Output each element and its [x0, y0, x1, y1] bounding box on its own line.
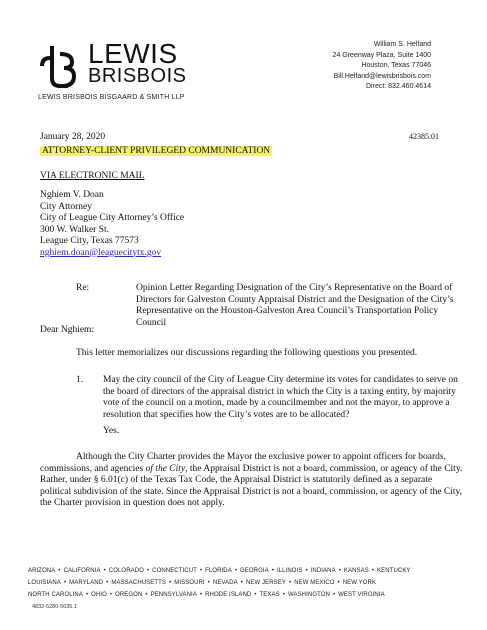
footer-location: MASSACHUSETTS	[111, 580, 167, 586]
firm-full-name: LEWIS BRISBOIS BISGAARD & SMITH LLP	[38, 94, 185, 101]
document-code: 4832-5280-5035.1	[32, 604, 77, 610]
footer-location: MARYLAND	[69, 580, 104, 586]
letter-date: January 28, 2020	[40, 132, 106, 142]
firm-logo-icon	[38, 44, 78, 88]
footer-location: TEXAS	[259, 592, 280, 598]
footer-separator: •	[199, 592, 203, 598]
salutation: Dear Nghiem:	[40, 325, 95, 335]
footer-separator: •	[109, 592, 113, 598]
subject-text: Opinion Letter Regarding Designation of the City’s Representative on the Board of Directors for Galveston County Appraisal District and the Designation of the City’s Representative on the Houston-Galveston Area Council’s Transportation Policy Council	[136, 283, 454, 328]
recipient-office: City of League City Attorney’s Office	[40, 213, 185, 223]
footer-location: NEVADA	[212, 580, 238, 586]
footer-separator: •	[106, 580, 109, 586]
recipient-street: 300 W. Walker St.	[40, 224, 109, 235]
footer-separator: •	[337, 580, 340, 586]
footer-location: LOUISIANA	[28, 580, 61, 586]
footer-location: FLORIDA	[205, 568, 232, 574]
subject-label: Re:	[76, 283, 90, 293]
recipient-name: Nghiem V. Doan	[40, 190, 104, 200]
footer-location: KENTUCKY	[377, 568, 411, 574]
sender-name: William S. Helfand	[373, 41, 431, 48]
footer-location: ILLINOIS	[276, 568, 303, 574]
footer-separator: •	[145, 592, 148, 598]
sender-email[interactable]: Bill.Helfand@lewisbrisbois.com	[333, 72, 431, 80]
sender-city: Houston, Texas 77046	[361, 62, 431, 69]
footer-location: ARIZONA	[28, 568, 56, 574]
footer-location: NORTH CAROLINA	[28, 592, 83, 598]
footer-location: NEW MEXICO	[294, 580, 335, 586]
footer-separator: •	[332, 592, 336, 598]
footer-location: INDIANA	[310, 568, 336, 574]
recipient-city: League City, Texas 77573	[40, 236, 139, 246]
logo-wordmark-lewis: LEWIS	[88, 38, 178, 69]
reference-number: 42385.01	[409, 132, 439, 141]
footer-separator: •	[58, 568, 61, 574]
answer-text: Yes.	[103, 426, 120, 436]
intro-paragraph: This letter memorializes our discussions regarding the following questions you presented.	[76, 348, 418, 358]
footer-separator: •	[371, 568, 375, 574]
footer-location: COLORADO	[108, 568, 144, 574]
footer-separator: •	[271, 568, 274, 574]
question-number: 1.	[76, 375, 84, 385]
analysis-text-2: , the Appraisal District is not a board, commission, or agency of the City. Rather, under § 6.01(c) of the Texas Tax Code, the Appraisal District is statutorily defined as a separate political subdivision of the state. Since the Appraisal District is not a board, commission, or agency of the City, the Charter provision in question does not apply.	[40, 463, 463, 508]
logo-wordmark-brisbois: BRISBOIS	[88, 65, 187, 87]
recipient-title: City Attorney	[40, 201, 92, 212]
analysis-paragraph	[40, 452, 463, 510]
footer-location: NEW YORK	[342, 580, 377, 586]
footer-separator: •	[207, 580, 210, 586]
footer-separator: •	[103, 568, 106, 574]
sender-block	[333, 40, 431, 93]
delivery-method: VIA ELECTRONIC MAIL	[40, 171, 145, 181]
footer-location: PENNSYLVANIA	[150, 592, 197, 598]
footer-location: KANSAS	[343, 568, 369, 574]
footer-location: CONNECTICUT	[152, 568, 197, 574]
question-text: May the city council of the City of League City determine its votes for candidates to serve on the board of directors of the appraisal district in which the City is a taxing entity, by majority vote of the council on a motion, made by a councilmember and not the mayor, to approve a resolution that specifies how the City’s votes are to be allocated?	[103, 375, 458, 420]
footer-location: WEST VIRGINIA	[338, 592, 385, 598]
footer-separator: •	[305, 568, 308, 574]
footer-separator: •	[234, 568, 238, 574]
footer-location: OREGON	[115, 592, 143, 598]
footer-location: NEW JERSEY	[245, 580, 286, 586]
footer-separator: •	[199, 568, 203, 574]
office-locations-footer	[28, 565, 468, 601]
footer-location: CALIFORNIA	[63, 568, 101, 574]
footer-separator: •	[282, 592, 285, 598]
privileged-notice: ATTORNEY-CLIENT PRIVILEGED COMMUNICATION	[42, 146, 271, 156]
footer-separator: •	[254, 592, 257, 598]
footer-location: RHODE ISLAND	[205, 592, 252, 598]
footer-location: GEORGIA	[240, 568, 269, 574]
footer-location: MISSOURI	[174, 580, 205, 586]
footer-separator: •	[338, 568, 341, 574]
footer-location: OHIO	[91, 592, 107, 598]
footer-separator: •	[85, 592, 89, 598]
footer-separator: •	[240, 580, 243, 586]
recipient-address	[40, 190, 184, 259]
footer-separator: •	[63, 580, 67, 586]
recipient-email-link[interactable]: nghiem.doan@leaguecitytx.gov	[40, 247, 162, 258]
footer-separator: •	[146, 568, 150, 574]
footer-separator: •	[288, 580, 292, 586]
footer-location: WASHINGTON	[287, 592, 330, 598]
analysis-text-1: Although the City Charter provides the Mayor the exclusive power to appoint officers for boards, commissions, and agencies	[40, 452, 446, 474]
footer-separator: •	[169, 580, 172, 586]
analysis-italic: of the City	[145, 463, 186, 474]
sender-phone: Direct: 832.460.4614	[366, 83, 431, 90]
sender-street: 24 Greenway Plaza, Suite 1400	[332, 51, 431, 59]
